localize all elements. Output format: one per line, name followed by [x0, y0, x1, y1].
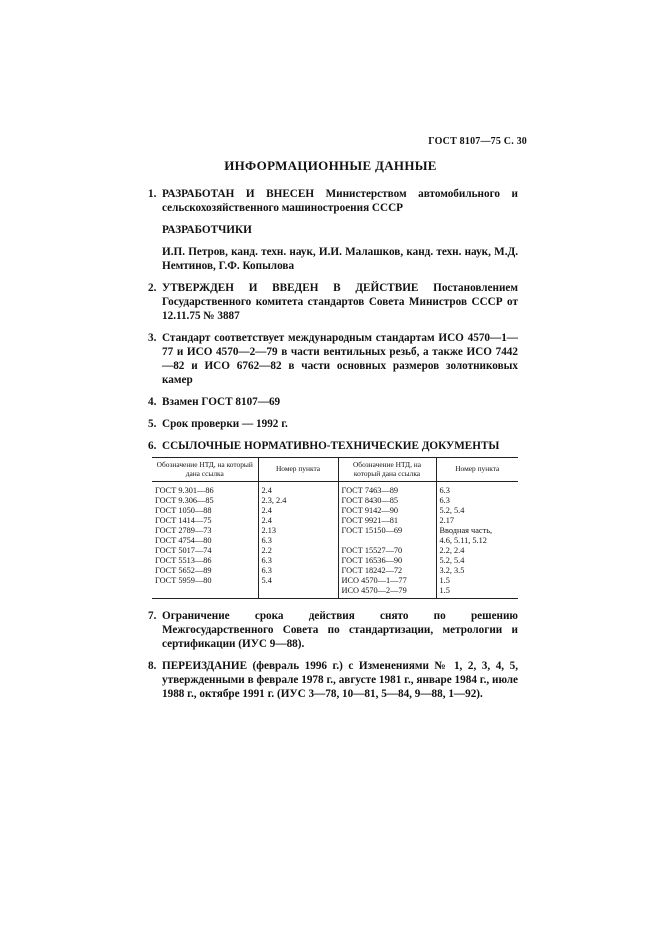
table-row: [152, 566, 518, 576]
clause-cell: 2.3, 2.4: [258, 496, 338, 506]
page-header: ГОСТ 8107—75 С. 30: [428, 136, 527, 147]
doc-cell: ГОСТ 16536—90: [338, 556, 436, 566]
table-row: [152, 576, 518, 586]
clause-cell: 1.5: [436, 586, 518, 599]
clause-cell: 6.3: [436, 482, 518, 497]
clause-cell: 5.2, 5.4: [436, 506, 518, 516]
clause-cell: 2.4: [258, 482, 338, 497]
info-content: [148, 187, 518, 709]
item-text: Взамен ГОСТ 8107—69: [162, 396, 281, 408]
doc-cell: ГОСТ 1050—88: [155, 506, 212, 515]
doc-cell: ИСО 4570—2—79: [338, 586, 436, 599]
table-row: [152, 546, 518, 556]
developers-heading: РАЗРАБОТЧИКИ: [162, 224, 252, 236]
doc-cell: ГОСТ 18242—72: [338, 566, 436, 576]
reference-documents-table: [152, 457, 518, 599]
doc-cell: ГОСТ 15150—69: [338, 526, 436, 536]
clause-cell: 5.4: [258, 576, 338, 586]
clause-cell: 2.4: [258, 506, 338, 516]
document-title: ИНФОРМАЦИОННЫЕ ДАННЫЕ: [224, 158, 437, 173]
item-number: 1.: [148, 188, 157, 200]
doc-cell: ГОСТ 5959—80: [155, 576, 212, 585]
clause-cell: 5.2, 5.4: [436, 556, 518, 566]
clause-cell: 2.13: [258, 526, 338, 536]
doc-cell: ГОСТ 5652—89: [155, 566, 212, 575]
doc-cell: ИСО 4570—1—77: [338, 576, 436, 586]
clause-cell: 6.3: [436, 496, 518, 506]
item-review-date: [148, 417, 518, 431]
item-number: 8.: [148, 660, 157, 672]
header-clause-number: Номер пункта: [258, 458, 338, 482]
item-text: УТВЕРЖДЕН И ВВЕДЕН В ДЕЙСТВИЕ Постановлением Государственного комитета стандартов Совета Министров СССР от 12.11.75 № 3887: [162, 282, 518, 322]
doc-cell: ГОСТ 15527—70: [338, 546, 436, 556]
item-text: РАЗРАБОТАН И ВНЕСЕН Министерством автомобильного и сельскохозяйственного машиностроения СССР: [162, 188, 518, 214]
doc-cell: ГОСТ 8430—85: [338, 496, 436, 506]
item-text: Стандарт соответствует международным стандартам ИСО 4570—1—77 и ИСО 4570—2—79 в части вентильных резьб, а также ИСО 7442—82 и ИСО 6762—82 в части основных размеров золотниковых камер: [162, 332, 518, 386]
item-reissue: [148, 659, 518, 701]
table-row: [152, 482, 518, 497]
item-replaces: [148, 395, 518, 409]
item-number: 2.: [148, 282, 157, 294]
table-row: [152, 506, 518, 516]
doc-cell: [152, 586, 258, 599]
doc-cell: ГОСТ 2789—73: [155, 526, 212, 535]
doc-cell: ГОСТ 4754—80: [155, 536, 212, 545]
item-number: 3.: [148, 332, 157, 344]
item-number: 5.: [148, 418, 157, 430]
table-row: [152, 496, 518, 506]
header-doc-designation: Обозначение НТД, на который дана ссылка: [152, 458, 258, 482]
item-reference-docs: [148, 439, 518, 453]
doc-cell: [338, 536, 436, 546]
item-number: 7.: [148, 610, 157, 622]
developers-list: И.П. Петров, канд. техн. наук, И.И. Малашков, канд. техн. наук, М.Д. Немтинов, Г.Ф. Копылова: [162, 246, 518, 272]
doc-cell: ГОСТ 5513—86: [155, 556, 212, 565]
clause-cell: 3.2, 3.5: [436, 566, 518, 576]
item-text: ПЕРЕИЗДАНИЕ (февраль 1996 г.) с Изменениями № 1, 2, 3, 4, 5, утвержденными в феврале 1978 г., августе 1981 г., январе 1984 г., июле 1988 г., октябре 1991 г. (ИУС 3—78, 10—81, 5—84, 9—88, 1—92).: [162, 660, 518, 700]
header-doc-designation: Обозначение НТД, на который дана ссылка: [338, 458, 436, 482]
clause-cell: [258, 586, 338, 599]
item-text: ССЫЛОЧНЫЕ НОРМАТИВНО-ТЕХНИЧЕСКИЕ ДОКУМЕНТЫ: [162, 440, 500, 452]
clause-cell: 4.6, 5.11, 5.12: [436, 536, 518, 546]
table-row: [152, 526, 518, 536]
clause-cell: 2.2: [258, 546, 338, 556]
clause-cell: 6.3: [258, 556, 338, 566]
item-developed-by: [148, 187, 518, 215]
doc-cell: ГОСТ 7463—89: [338, 482, 436, 497]
clause-cell: Вводная часть,: [436, 526, 518, 536]
doc-cell: ГОСТ 9921—81: [338, 516, 436, 526]
item-text: Срок проверки — 1992 г.: [162, 418, 288, 430]
clause-cell: 1.5: [436, 576, 518, 586]
clause-cell: 6.3: [258, 536, 338, 546]
table-row: [152, 586, 518, 599]
clause-cell: 2.17: [436, 516, 518, 526]
item-validity-limit: [148, 609, 518, 651]
doc-cell: ГОСТ 5017—74: [155, 546, 212, 555]
item-iso-compliance: [148, 331, 518, 387]
clause-cell: 2.4: [258, 516, 338, 526]
table-row: [152, 536, 518, 546]
doc-cell: ГОСТ 1414—75: [155, 516, 212, 525]
clause-cell: 2.2, 2.4: [436, 546, 518, 556]
table-row: [152, 556, 518, 566]
clause-cell: 6.3: [258, 566, 338, 576]
doc-cell: ГОСТ 9142—90: [338, 506, 436, 516]
table-header-row: [152, 458, 518, 482]
doc-cell: ГОСТ 9.306—85: [155, 496, 214, 505]
item-number: 6.: [148, 440, 157, 452]
item-approved: [148, 281, 518, 323]
header-clause-number: Номер пункта: [436, 458, 518, 482]
item-text: Ограничение срока действия снято по решению Межгосударственного Совета по стандартизации, метрологии и сертификации (ИУС 9—88).: [162, 610, 518, 650]
table-row: [152, 516, 518, 526]
doc-cell: ГОСТ 9.301—86: [155, 486, 214, 495]
item-number: 4.: [148, 396, 157, 408]
